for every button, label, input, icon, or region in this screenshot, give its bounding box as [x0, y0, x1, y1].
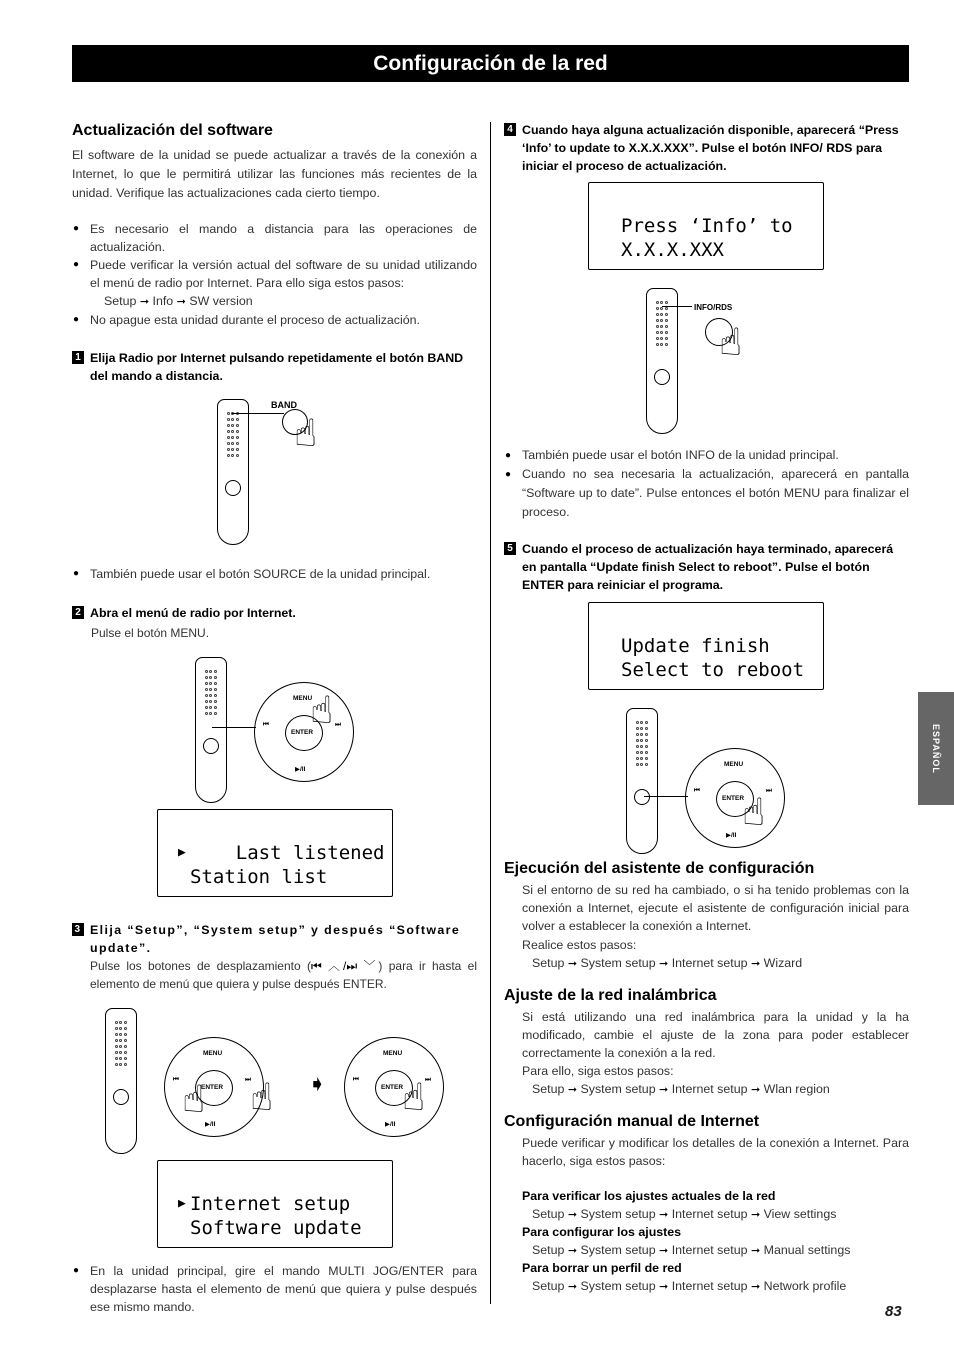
jog-dial-image: MENU ⏮︎ ⏭︎ ENTER ▶/II: [254, 682, 354, 782]
remote-control-image: [626, 708, 658, 854]
step-3-sub: Pulse los botones de desplazamiento (⏮︎ ︿/⏭︎ ﹀) para ir hasta el elemento de menú que quiera y pulse después ENTER.: [90, 959, 477, 991]
manual-item-path: Setup ➞ System setup ➞ Internet setup ➞ Manual settings: [532, 1243, 851, 1257]
manual-item-label: Para configurar los ajustes: [522, 1225, 682, 1239]
step-number: 2: [72, 606, 84, 619]
manual-item-label: Para verificar los ajustes actuales de la red: [522, 1189, 776, 1203]
bullet-item: ● Puede verificar la versión actual del software de su unidad utilizando el menú de radio por Internet. Para ello siga estos pasos:: [72, 256, 477, 292]
bullet-item: ● Es necesario el mando a distancia para las operaciones de actualización.: [72, 220, 477, 256]
bullet-list: [72, 1262, 477, 1316]
band-label: BAND: [271, 400, 297, 410]
step-2-sub: Pulse el botón MENU.: [91, 626, 210, 640]
right-column: [504, 120, 909, 1296]
wizard-path: Setup ➞ System setup ➞ Internet setup ➞ Wizard: [532, 956, 803, 970]
info-rds-label: INFO/RDS: [694, 303, 733, 312]
lcd-display-press-info: Press ‘Info’ to X.X.X.XXX: [588, 182, 824, 270]
remote-control-image: [217, 399, 249, 545]
finger-press-icon: ☝: [250, 1077, 274, 1119]
remote-band-figure: [72, 385, 477, 565]
jog-dial-image: MENU ⏮︎ ⏭︎ ENTER ▶/II: [344, 1037, 444, 1137]
finger-press-icon: ☝: [294, 413, 318, 455]
remote-menu-figure: [72, 642, 477, 810]
wlan-text-2: Para ello, siga estos pasos:: [522, 1064, 674, 1078]
language-tab: ESPAÑOL: [918, 692, 954, 805]
wizard-text-2: Realice estos pasos:: [522, 938, 637, 952]
jog-dial-image: MENU ⏮︎ ⏭︎ ENTER ▶/II: [685, 748, 785, 848]
bullet-list: [72, 565, 477, 583]
page-title: Configuración de la red: [72, 45, 909, 82]
bullet-item: ● En la unidad principal, gire el mando MULTI JOG/ENTER para desplazarse hasta el elemento de menú que quiera y pulse después ese mismo mando.: [72, 1262, 477, 1316]
step-number: 3: [72, 923, 84, 936]
section-title-wizard: Ejecución del asistente de configuración: [504, 860, 815, 877]
remote-scroll-figure: [72, 993, 477, 1161]
section-title-manual: Configuración manual de Internet: [504, 1113, 760, 1130]
left-column: [72, 120, 477, 1316]
version-path: Setup ➞ Info ➞ SW version: [104, 294, 253, 308]
wlan-text: Si está utilizando una red inalámbrica para la unidad y la ha modificado, cambie el ajuste de la zona para poder establecer correctamente la conexión a la red.: [522, 1010, 909, 1060]
bullet-item: ● No apague esta unidad durante el proceso de actualización.: [72, 311, 477, 329]
step-3: 3 Elija “Setup”, “System setup” y después “Software update”.: [72, 921, 477, 957]
step-number: 1: [72, 351, 84, 364]
remote-control-image: [195, 657, 227, 803]
step-number: 4: [504, 123, 516, 136]
jog-dial-image: MENU ⏮︎ ⏭︎ ENTER ▶/II: [164, 1037, 264, 1137]
step-4: 4 Cuando haya alguna actualización disponible, aparecerá “Press ‘Info’ to update to X.X.X.XXX”. Pulse el botón INFO/ RDS para iniciar el proceso de actualización.: [504, 121, 909, 175]
finger-press-icon: ☝: [719, 322, 743, 364]
lcd-display-last-listened: ▶ Last listened Station list: [157, 809, 393, 897]
lcd-display-software-update: Internet setup ▶ Software update: [157, 1160, 393, 1248]
remote-control-image: [646, 288, 678, 434]
finger-press-icon: ☝: [742, 792, 766, 834]
wlan-path: Setup ➞ System setup ➞ Internet setup ➞ Wlan region: [532, 1082, 830, 1096]
manual-item-path: Setup ➞ System setup ➞ Internet setup ➞ Network profile: [532, 1279, 847, 1293]
remote-control-image: [105, 1008, 137, 1154]
finger-press-icon: ☝: [402, 1077, 426, 1119]
column-divider: [490, 122, 491, 1304]
bullet-item: ● Cuando no sea necesaria la actualización, aparecerá en pantalla “Software up to date”. Pulse entonces el botón MENU para finalizar el proceso.: [504, 465, 909, 522]
finger-press-icon: ☝: [182, 1079, 206, 1121]
remote-info-figure: [504, 270, 909, 446]
section-title-software-update: Actualización del software: [72, 122, 273, 139]
bullet-item: ● También puede usar el botón INFO de la unidad principal.: [504, 446, 909, 465]
step-5: 5 Cuando el proceso de actualización haya terminado, aparecerá en pantalla “Update finish Select to reboot”. Pulse el botón ENTER para reiniciar el programa.: [504, 540, 909, 594]
wizard-text: Si el entorno de su red ha cambiado, o si ha tenido problemas con la conexión a Internet, ejecute el asistente de configuración inicial para volver a establecer la conexión a Internet.: [522, 883, 909, 933]
bullet-list: [72, 311, 477, 329]
bullet-list: [72, 220, 477, 292]
manual-item-path: Setup ➞ System setup ➞ Internet setup ➞ View settings: [532, 1207, 837, 1221]
manual-item-label: Para borrar un perfil de red: [522, 1261, 682, 1275]
bullet-item: ● También puede usar el botón SOURCE de la unidad principal.: [72, 565, 477, 583]
bullet-list: [504, 446, 909, 522]
manual-text: Puede verificar y modificar los detalles de la conexión a Internet. Para hacerlo, siga estos pasos:: [522, 1136, 909, 1168]
step-number: 5: [504, 542, 516, 555]
step-1: 1 Elija Radio por Internet pulsando repetidamente el botón BAND del mando a distancia.: [72, 349, 477, 385]
step-2: 2 Abra el menú de radio por Internet.: [72, 604, 477, 622]
arrow-right-icon: ➧: [308, 1071, 327, 1096]
page-number: 83: [885, 1303, 902, 1320]
section-title-wlan: Ajuste de la red inalámbrica: [504, 987, 717, 1004]
remote-enter-figure: [504, 690, 909, 858]
intro-text: El software de la unidad se puede actualizar a través de la conexión a Internet, lo que le permitirá utilizar las funciones más recientes de la unidad. Verifique las actualizaciones cada cierto tiempo.: [72, 148, 477, 200]
lcd-display-update-finish: Update finish Select to reboot: [588, 602, 824, 690]
finger-press-icon: ☝: [310, 690, 334, 732]
